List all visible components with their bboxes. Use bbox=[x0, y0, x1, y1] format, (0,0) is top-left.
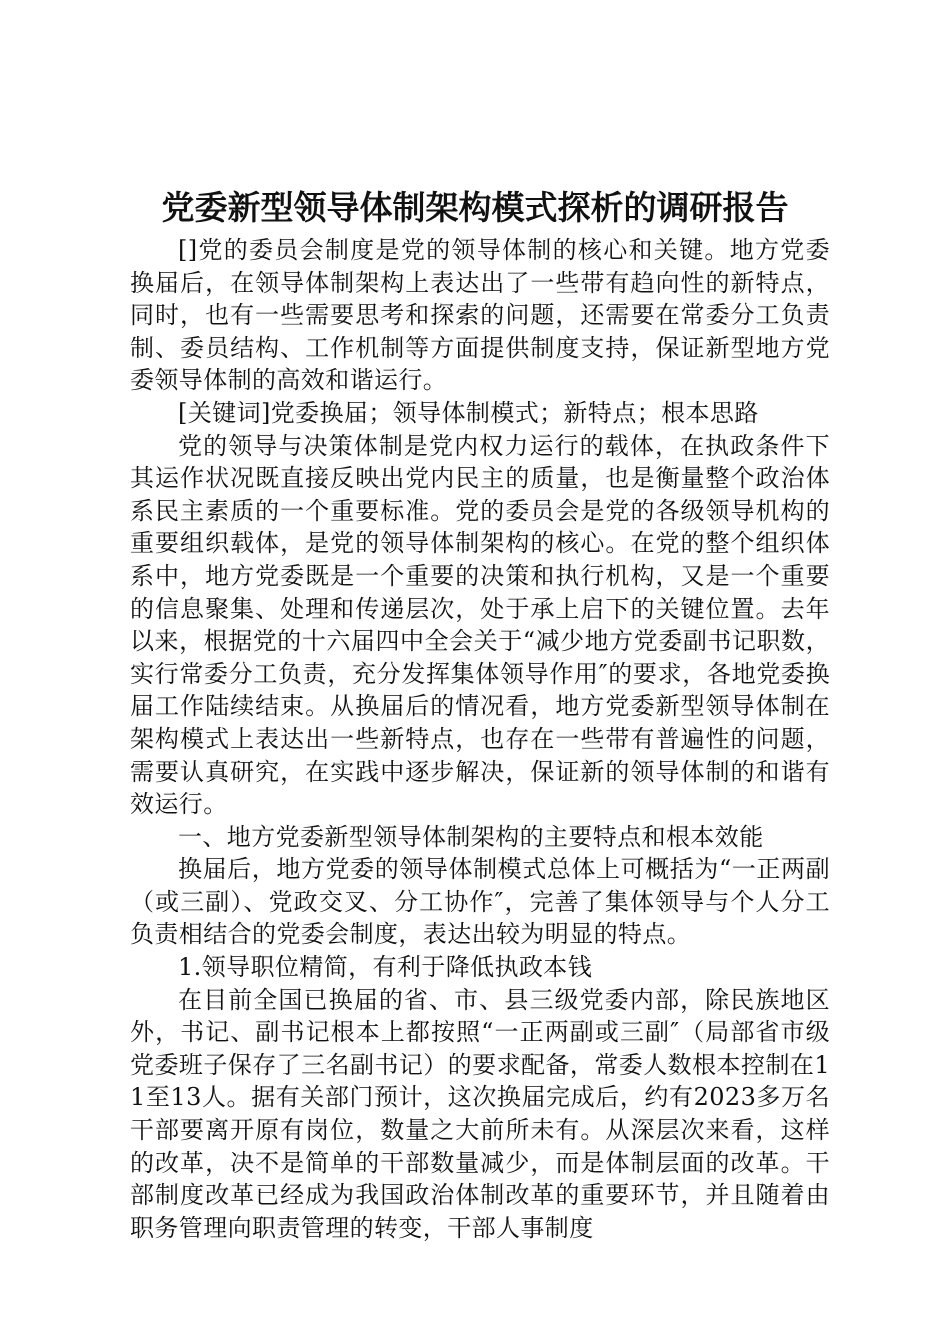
abstract-paragraph: []党的委员会制度是党的领导体制的核心和关键。地方党委换届后，在领导体制架构上表达出了一些带有趋向性的新特点，同时，也有一些需要思考和探索的问题，还需要在常委分工负责制、委员结构、工作机制等方面提供制度支持，保证新型地方党委领导体制的高效和谐运行。 bbox=[130, 236, 830, 395]
section-heading-1: 一、地方党委新型领导体制架构的主要特点和根本效能 bbox=[178, 822, 764, 851]
subsection-1-paragraph: 在目前全国已换届的省、市、县三级党委内部，除民族地区外，书记、副书记根本上都按照“一正两副或三副″（局部省市级党委班子保存了三名副书记）的要求配备，常委人数根本控制在11至13人。据有关部门预计，这次换届完成后，约有2023多万名干部要离开原有岗位，数量之大前所未有。从深层次来看，这样的改革，决不是简单的干部数量减少，而是体制层面的改革。干部制度改革已经成为我国政治体制改革的重要环节，并且随着由职务管理向职责管理的转变，干部人事制度 bbox=[130, 985, 830, 1242]
document-title: 党委新型领导体制架构模式探析的调研报告 bbox=[161, 188, 789, 227]
intro-paragraph: 党的领导与决策体制是党内权力运行的载体，在执政条件下其运作状况既直接反映出党内民主的质量，也是衡量整个政治体系民主素质的一个重要标准。党的委员会是党的各级领导机构的重要组织载体，是党的领导体制架构的核心。在党的整个组织体系中，地方党委既是一个重要的决策和执行机构，又是一个重要的信息聚集、处理和传递层次，处于承上启下的关键位置。去年以来，根据党的十六届四中全会关于“减少地方党委副书记职数，实行常委分工负责，充分发挥集体领导作用″的要求，各地党委换届工作陆续结束。从换届后的情况看，地方党委新型领导体制在架构模式上表达出一些新特点，也存在一些带有普遍性的问题，需要认真研究，在实践中逐步解决，保证新的领导体制的和谐有效运行。 bbox=[130, 431, 830, 819]
section-1-paragraph: 换届后，地方党委的领导体制模式总体上可概括为“一正两副（或三副）、党政交叉、分工协作″，完善了集体领导与个人分工负责相结合的党委会制度，表达出较为明显的特点。 bbox=[130, 855, 830, 949]
keywords-paragraph: [关键词]党委换届；领导体制模式；新特点；根本思路 bbox=[178, 398, 759, 427]
subsection-heading-1: 1.领导职位精简，有利于降低执政本钱 bbox=[178, 953, 593, 982]
document-body bbox=[130, 234, 830, 1244]
